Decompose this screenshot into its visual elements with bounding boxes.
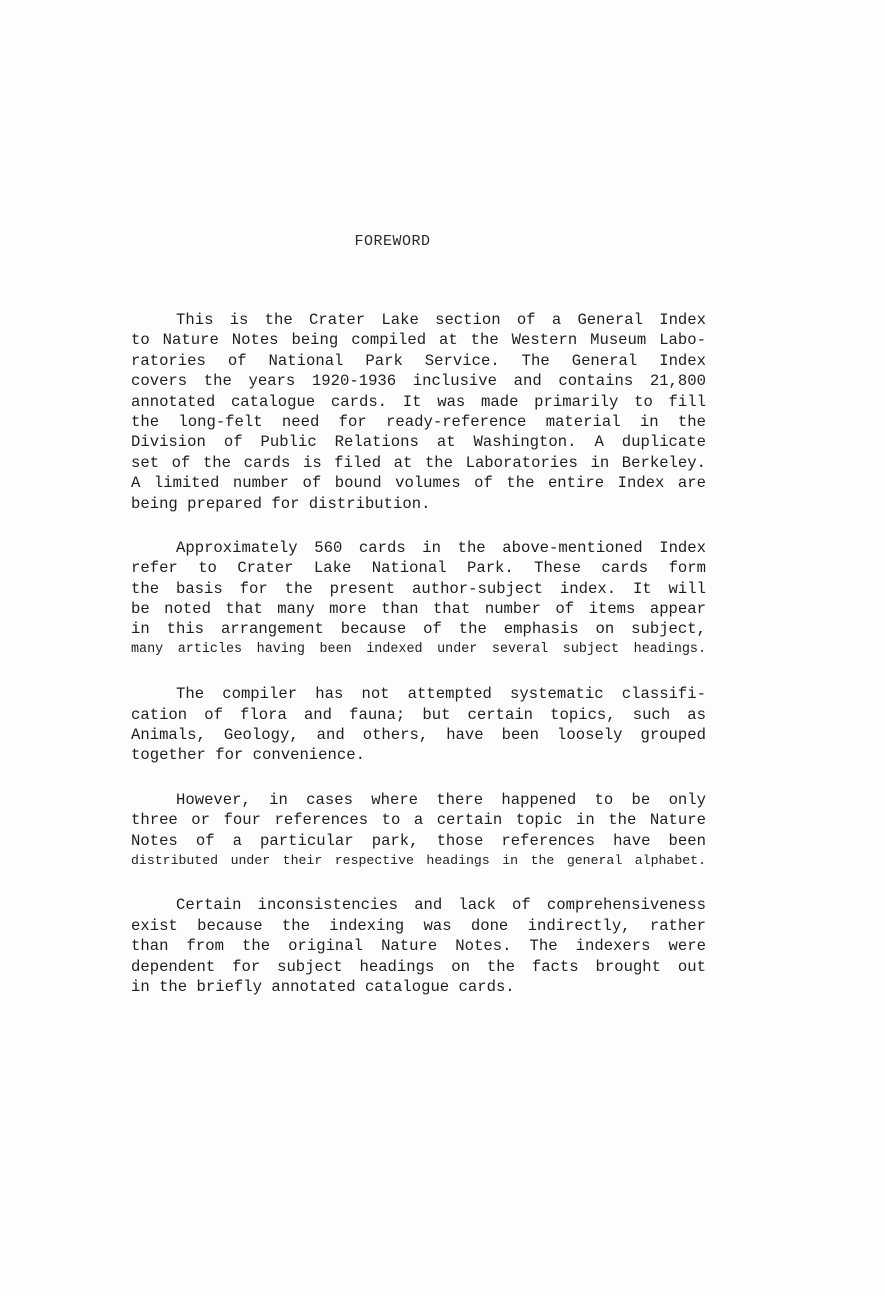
text-line: set of the cards is filed at the Laboratories in Berkeley. <box>131 453 706 472</box>
text-line: Certain inconsistencies and lack of comprehensiveness <box>176 896 706 915</box>
paragraph-5 <box>131 895 706 997</box>
text-line: This is the Crater Lake section of a General Index <box>176 311 706 329</box>
paragraph-3 <box>131 684 706 766</box>
text-line: three or four references to a certain topic in the Nature <box>131 811 706 830</box>
text-line: cation of flora and fauna; but certain topics, such as <box>131 705 706 724</box>
text-line: be noted that many more than that number of items appear <box>131 600 706 619</box>
text-line: Approximately 560 cards in the above-mentioned Index <box>176 538 706 557</box>
text-line: A limited number of bound volumes of the entire Index are <box>131 474 706 493</box>
paragraph-1 <box>131 310 706 514</box>
text-line: The compiler has not attempted systematic classifi- <box>176 685 706 704</box>
text-line: covers the years 1920-1936 inclusive and contains 21,800 <box>131 372 706 391</box>
body-text <box>131 310 706 1021</box>
text-line: to Nature Notes being compiled at the Western Museum Labo- <box>131 331 706 350</box>
text-line: than from the original Nature Notes. The indexers were <box>131 937 706 956</box>
text-line: Notes of a particular park, those references have been <box>131 831 706 850</box>
text-line: However, in cases where there happened to be only <box>176 790 706 809</box>
text-line: distributed under their respective headings in the general alphabet. <box>131 852 706 868</box>
text-line: many articles having been indexed under several subject headings. <box>131 641 706 657</box>
text-line: annotated catalogue cards. It was made primarily to fill <box>131 392 706 411</box>
page-title: FOREWORD <box>354 233 431 250</box>
text-line: Division of Public Relations at Washington. A duplicate <box>131 433 706 452</box>
text-line: the basis for the present author-subject index. It will <box>131 579 706 598</box>
text-line: dependent for subject headings on the facts brought out <box>131 957 706 976</box>
text-line: Animals, Geology, and others, have been loosely grouped <box>131 726 706 745</box>
text-line: in this arrangement because of the emphasis on subject, <box>131 620 706 639</box>
text-line: in the briefly annotated catalogue cards. <box>131 977 515 996</box>
paragraph-4 <box>131 790 706 872</box>
text-line: the long-felt need for ready-reference material in the <box>131 412 706 431</box>
paragraph-2 <box>131 538 706 660</box>
text-line: refer to Crater Lake National Park. These cards form <box>131 559 706 578</box>
text-line: ratories of National Park Service. The General Index <box>131 351 706 370</box>
text-line: exist because the indexing was done indirectly, rather <box>131 916 706 935</box>
text-line: being prepared for distribution. <box>131 494 431 513</box>
text-line: together for convenience. <box>131 746 365 765</box>
